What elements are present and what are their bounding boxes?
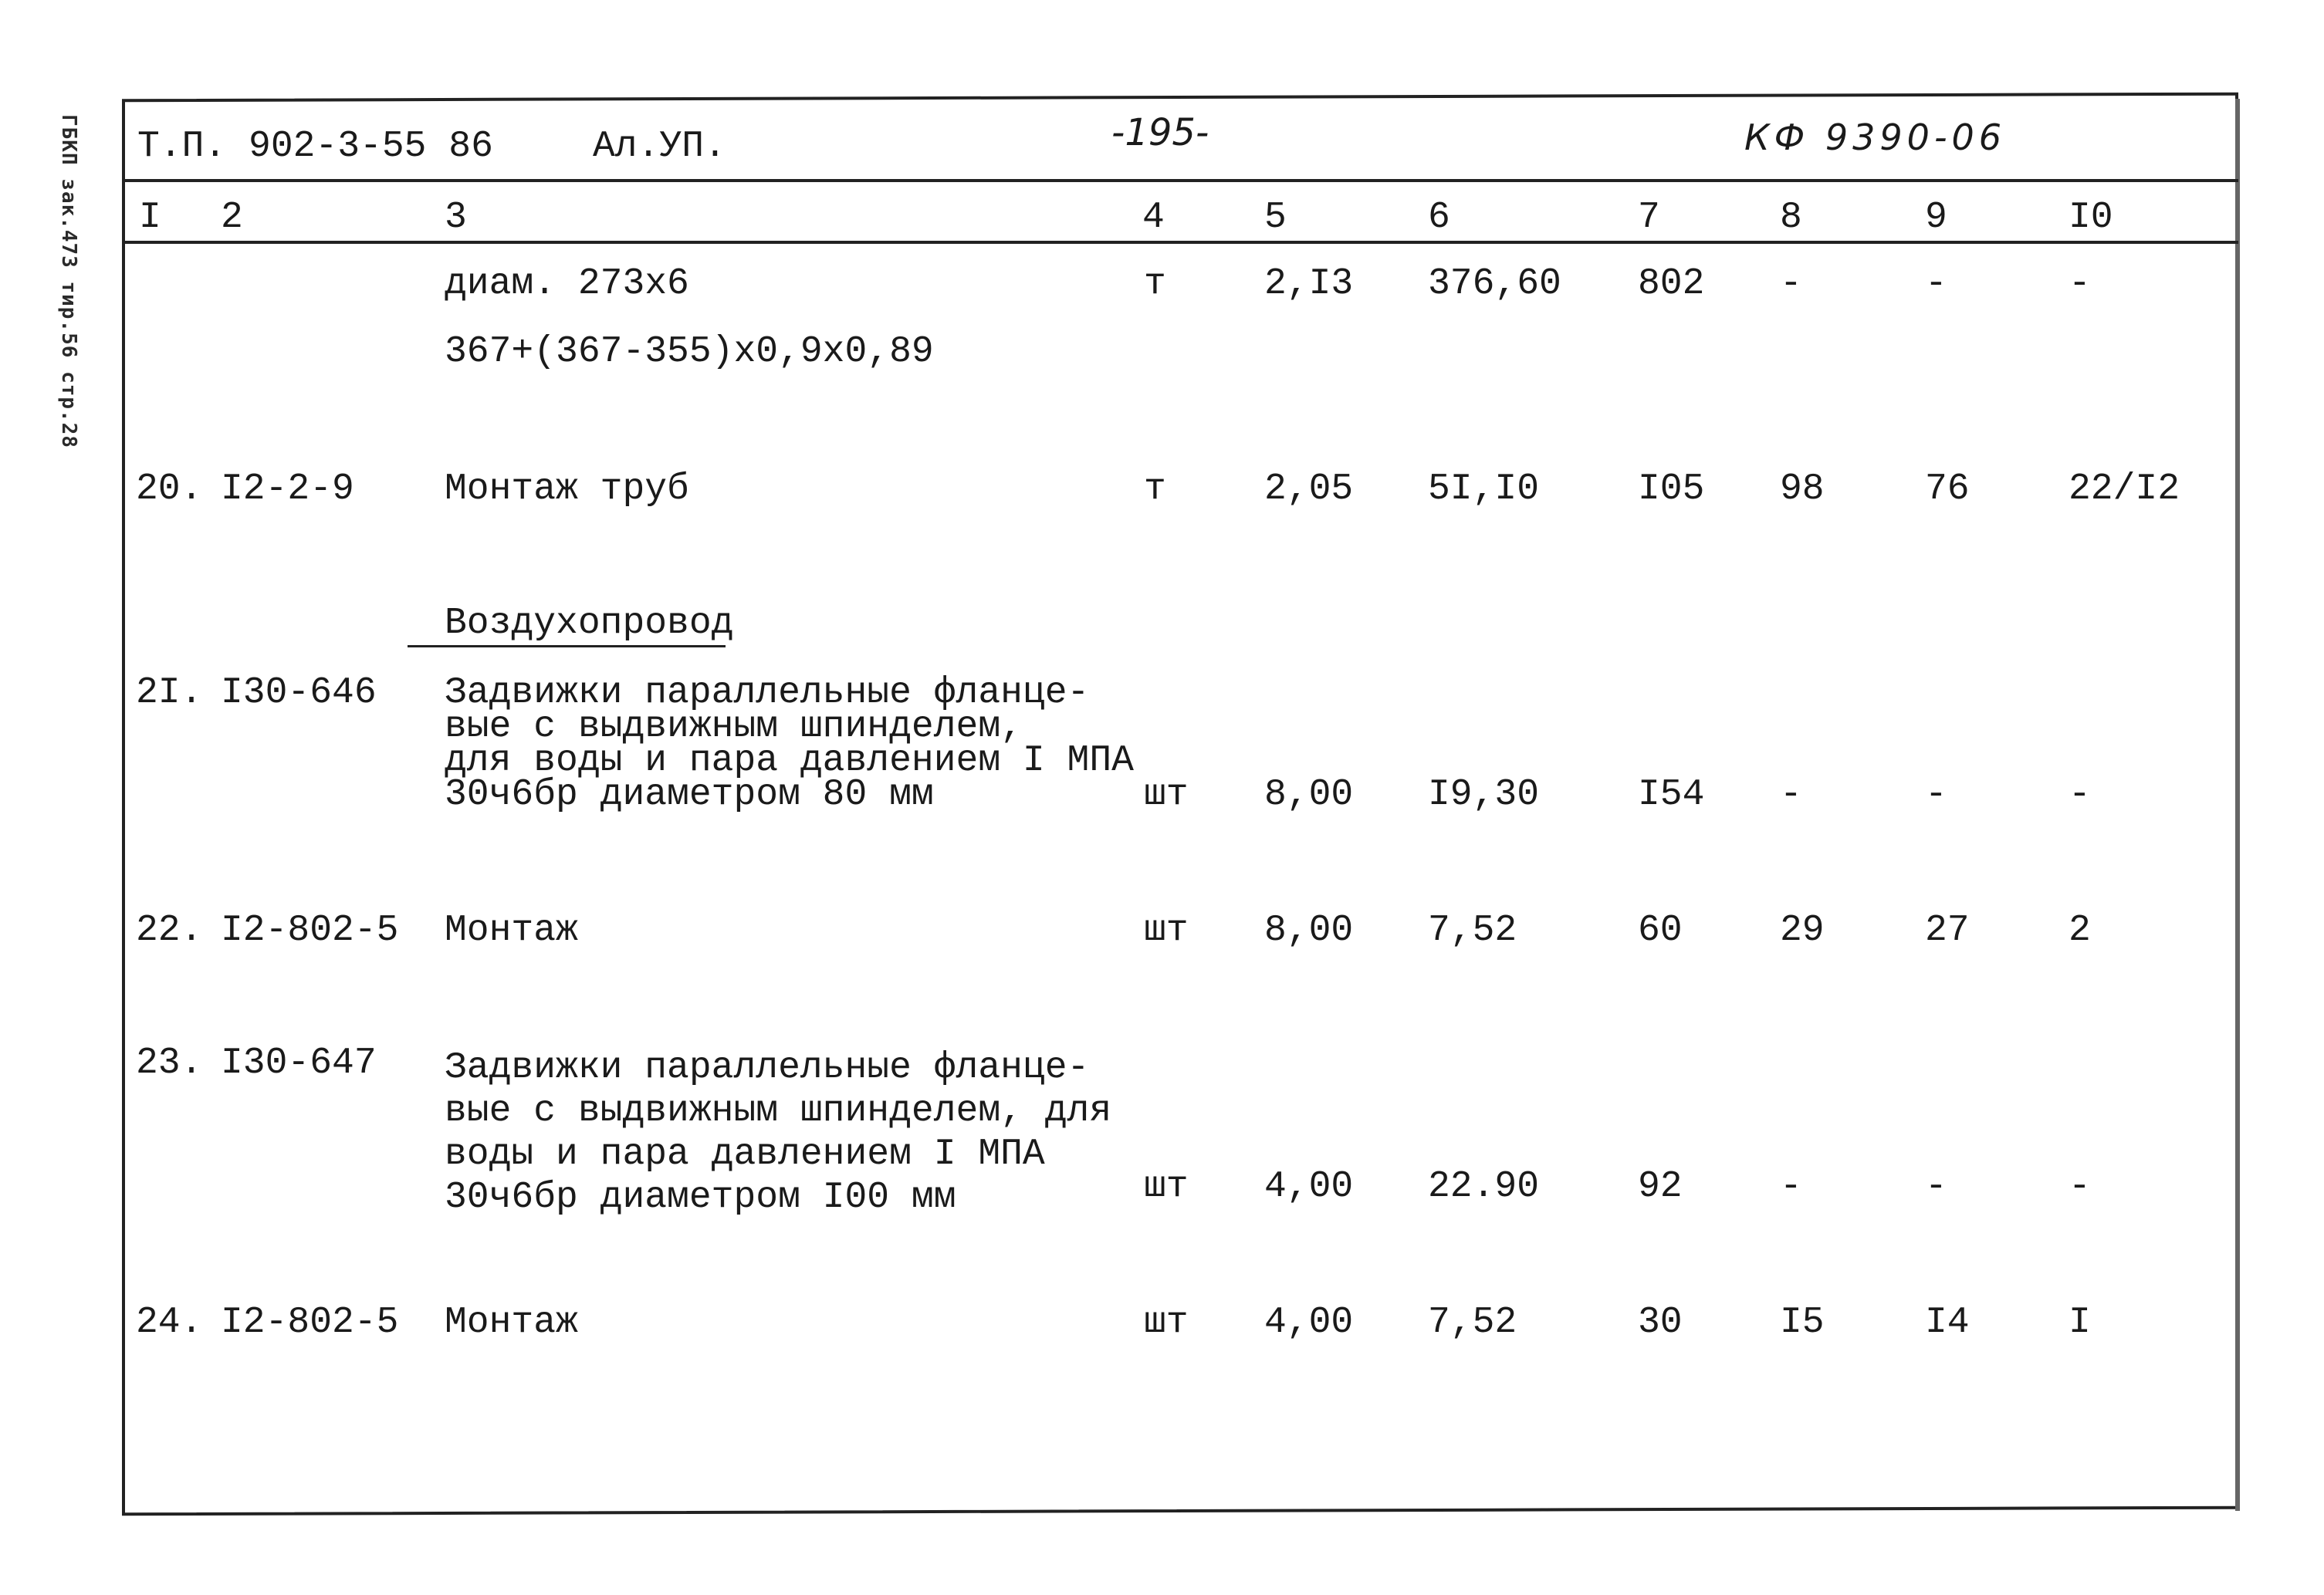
row-col9: -	[1925, 1166, 1947, 1208]
row-unit: шт	[1144, 910, 1189, 951]
row-col10: 22/I2	[2069, 468, 2180, 510]
frame-edge	[2235, 99, 2240, 1511]
col-header-7: 7	[1638, 197, 1660, 238]
row-code: I30-646	[221, 672, 377, 714]
row-number: 22.	[136, 910, 203, 951]
row-col9: -	[1925, 263, 1947, 305]
row-col8: 98	[1780, 468, 1825, 510]
row-col8: -	[1780, 263, 1802, 305]
section-heading-underline	[408, 645, 726, 647]
doc-id: Т.П. 902-3-55 86	[137, 126, 493, 167]
row-col9: I4	[1925, 1302, 1970, 1343]
row-number: 20.	[136, 468, 203, 510]
row-col7: I54	[1638, 774, 1705, 816]
row-code: I2-2-9	[221, 468, 354, 510]
col-header-6: 6	[1428, 197, 1450, 238]
column-header-divider	[122, 241, 2238, 244]
row-description: 367+(367-355)х0,9х0,89	[445, 331, 934, 373]
row-col6: 5I,I0	[1428, 468, 1540, 510]
row-code: I30-647	[221, 1042, 377, 1084]
row-col10: -	[2069, 263, 2091, 305]
col-header-5: 5	[1264, 197, 1287, 238]
row-description: диам. 273х6	[445, 263, 689, 305]
row-col5: 4,00	[1264, 1302, 1354, 1343]
header-divider	[122, 179, 2238, 182]
document-code: КФ 9390-06	[1744, 117, 2007, 158]
album-label: Ал.УП.	[593, 126, 726, 167]
row-col8: 29	[1780, 910, 1825, 951]
row-unit: шт	[1144, 1166, 1189, 1208]
row-col10: -	[2069, 774, 2091, 816]
section-heading: Воздухопровод	[445, 603, 734, 644]
row-unit: т	[1144, 263, 1166, 305]
row-description: Задвижки параллельные фланце- вые с выдвижным шпинделем, для воды и пара давлением I МПА 30ч6бр диаметром I00 мм	[445, 1047, 1112, 1218]
row-code: I2-802-5	[221, 1302, 399, 1343]
col-header-10: I0	[2069, 197, 2113, 238]
row-col10: 2	[2069, 910, 2091, 951]
row-col7: I05	[1638, 468, 1705, 510]
row-col7: 802	[1638, 263, 1705, 305]
row-code: I2-802-5	[221, 910, 399, 951]
col-header-2: 2	[221, 197, 243, 238]
row-col7: 92	[1638, 1166, 1683, 1208]
row-col5: 2,I3	[1264, 263, 1354, 305]
row-col9: -	[1925, 774, 1947, 816]
row-col5: 8,00	[1264, 910, 1354, 951]
row-unit: шт	[1144, 1302, 1189, 1343]
row-description: Задвижки параллельные фланце- вые с выдвижным шпинделем, для воды и пара давлением I МПА 30ч6бр диаметром 80 мм	[445, 672, 1134, 816]
row-col8: -	[1780, 1166, 1802, 1208]
side-stamp-text: ГБКП зак.473 тир.56 стр.28	[57, 114, 80, 448]
row-col6: 7,52	[1428, 910, 1517, 951]
row-description: Монтаж	[445, 910, 578, 951]
row-col7: 60	[1638, 910, 1683, 951]
row-col8: -	[1780, 774, 1802, 816]
page-number: -195-	[1111, 111, 1209, 154]
row-unit: т	[1144, 468, 1166, 510]
row-col5: 2,05	[1264, 468, 1354, 510]
row-number: 23.	[136, 1042, 203, 1084]
row-col10: I	[2069, 1302, 2091, 1343]
row-description: Монтаж	[445, 1302, 578, 1343]
side-stamp	[52, 108, 83, 478]
row-number: 24.	[136, 1302, 203, 1343]
col-header-8: 8	[1780, 197, 1802, 238]
row-col5: 4,00	[1264, 1166, 1354, 1208]
row-col6: 7,52	[1428, 1302, 1517, 1343]
row-number: 2I.	[136, 672, 203, 714]
col-header-4: 4	[1142, 197, 1165, 238]
row-unit: шт	[1144, 774, 1189, 816]
row-col5: 8,00	[1264, 774, 1354, 816]
row-col9: 27	[1925, 910, 1970, 951]
row-col6: I9,30	[1428, 774, 1540, 816]
col-header-3: 3	[445, 197, 467, 238]
row-col7: 30	[1638, 1302, 1683, 1343]
col-header-1: I	[139, 197, 161, 238]
row-col8: I5	[1780, 1302, 1825, 1343]
row-col9: 76	[1925, 468, 1970, 510]
row-col6: 376,60	[1428, 263, 1561, 305]
col-header-9: 9	[1925, 197, 1947, 238]
row-col6: 22.90	[1428, 1166, 1540, 1208]
row-description: Монтаж труб	[445, 468, 689, 510]
row-col10: -	[2069, 1166, 2091, 1208]
